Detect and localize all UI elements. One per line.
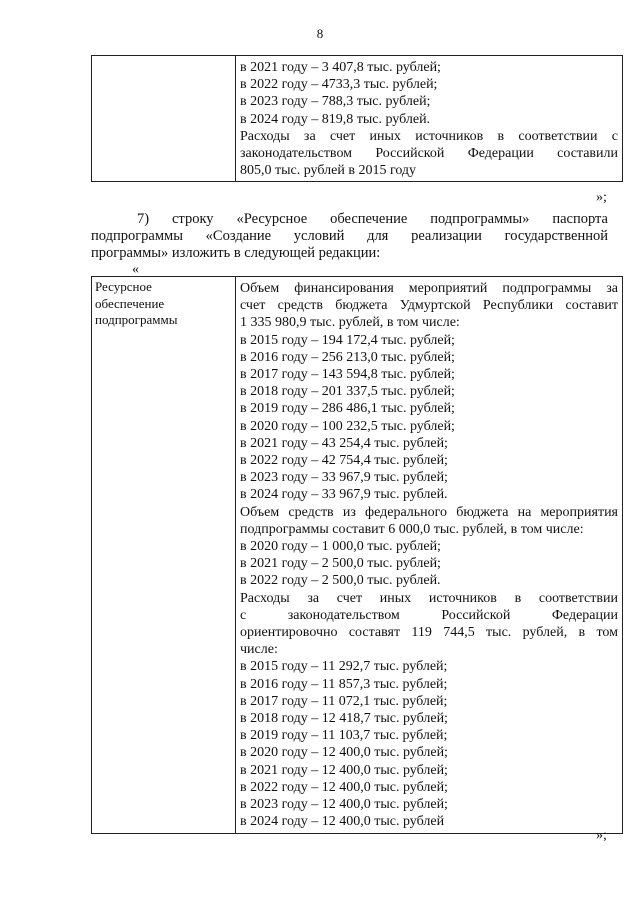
resource-table [91, 276, 623, 834]
amendment-paragraph-line: программы» изложить в следующей редакции: [91, 245, 381, 261]
funding-line: в 2022 году – 2 500,0 тыс. рублей. [240, 573, 441, 589]
continued-table-left-cell [92, 56, 236, 182]
funding-line: в 2015 году – 194 172,4 тыс. рублей; [240, 332, 455, 348]
amendment-text: подпрограммы «Создание условий для реализации государственной [91, 228, 608, 244]
funding-line: в 2023 году – 788,3 тыс. рублей; [240, 94, 431, 110]
amendment-paragraph-line [91, 211, 608, 229]
funding-line: в 2016 году – 256 213,0 тыс. рублей; [240, 349, 455, 365]
funding-line: в 2022 году – 42 754,4 тыс. рублей; [240, 453, 448, 469]
other-sources-line: Расходы за счет иных источников в соответствии с [240, 128, 618, 144]
funding-line: Объем финансирования мероприятий подпрограммы за [240, 281, 618, 296]
funding-line: в 2024 году – 33 967,9 тыс. рублей. [240, 487, 448, 503]
funding-line: в 2019 году – 11 103,7 тыс. рублей; [240, 728, 448, 744]
other-sources-line: законодательством Российской Федерации составили [240, 146, 618, 162]
funding-line: 1 335 980,9 тыс. рублей, в том числе: [240, 315, 460, 331]
funding-line: в 2018 году – 201 337,5 тыс. рублей; [240, 384, 455, 400]
funding-line: Расходы за счет иных источников в соответствии [240, 590, 618, 606]
funding-line: в 2022 году – 4733,3 тыс. рублей; [240, 77, 438, 93]
funding-line: Объем средств из федерального бюджета на мероприятия [240, 504, 618, 520]
amendment-paragraph-line [91, 228, 608, 246]
funding-line: в 2019 году – 286 486,1 тыс. рублей; [240, 401, 455, 417]
funding-line: в 2023 году – 33 967,9 тыс. рублей; [240, 470, 448, 486]
funding-line: числе: [240, 642, 278, 658]
funding-line: в 2020 году – 100 232,5 тыс. рублей; [240, 418, 455, 434]
closing-quote-mark: »; [596, 190, 607, 205]
funding-line: счет средств бюджета Удмуртской Республики составит [240, 298, 618, 314]
funding-line: в 2017 году – 143 594,8 тыс. рублей; [240, 367, 455, 383]
funding-line: в 2021 году – 12 400,0 тыс. рублей; [240, 762, 448, 778]
row-heading-line: подпрограммы [95, 312, 178, 327]
funding-line: ориентировочно составят 119 744,5 тыс. рублей, в том [240, 625, 618, 641]
funding-line: с законодательством Российской Федерации [240, 607, 618, 623]
resource-table-right-cell [236, 277, 623, 834]
continued-table [91, 55, 623, 182]
closing-quote-mark: »; [596, 828, 607, 843]
funding-line: подпрограммы составит 6 000,0 тыс. рублей, в том числе: [240, 521, 584, 537]
funding-line: в 2016 году – 11 857,3 тыс. рублей; [240, 676, 448, 692]
opening-quote-mark: « [132, 262, 139, 277]
funding-line: в 2023 году – 12 400,0 тыс. рублей; [240, 797, 448, 813]
amendment-text: 7) строку «Ресурсное обеспечение подпрограммы» паспорта [137, 211, 608, 227]
row-heading-line: обеспечение [95, 295, 165, 311]
funding-line: в 2022 году – 12 400,0 тыс. рублей; [240, 779, 448, 795]
funding-line: в 2021 году – 3 407,8 тыс. рублей; [240, 60, 441, 75]
funding-line: в 2017 году – 11 072,1 тыс. рублей; [240, 693, 448, 709]
continued-table-right-cell [236, 56, 623, 182]
funding-line: в 2024 году – 12 400,0 тыс. рублей [240, 814, 445, 830]
funding-line: в 2024 году – 819,8 тыс. рублей. [240, 111, 431, 127]
funding-line: в 2018 году – 12 418,7 тыс. рублей; [240, 711, 448, 727]
page-number: 8 [316, 26, 324, 41]
funding-line: в 2015 году – 11 292,7 тыс. рублей; [240, 659, 448, 675]
funding-line: в 2021 году – 2 500,0 тыс. рублей; [240, 556, 441, 572]
other-sources-line: 805,0 тыс. рублей в 2015 году [240, 163, 417, 179]
funding-line: в 2020 году – 12 400,0 тыс. рублей; [240, 745, 448, 761]
funding-line: в 2021 году – 43 254,4 тыс. рублей; [240, 435, 448, 451]
funding-line: в 2020 году – 1 000,0 тыс. рублей; [240, 539, 441, 555]
resource-table-left-cell [92, 277, 236, 834]
row-heading-line: Ресурсное [95, 279, 152, 294]
